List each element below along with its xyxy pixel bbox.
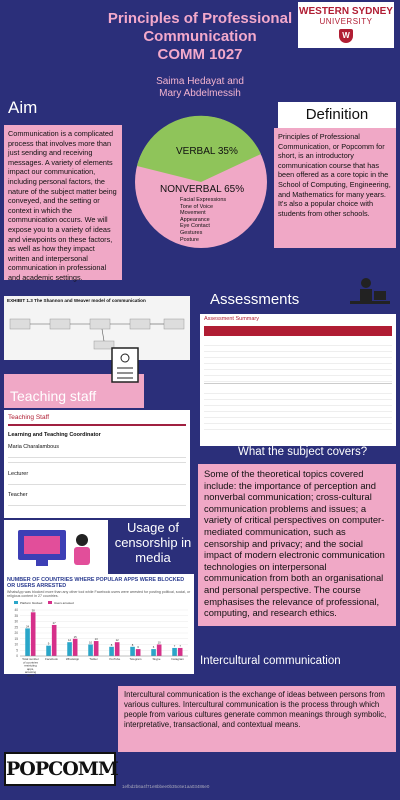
bar-value-label: 13 xyxy=(94,636,98,641)
y-tick-label: 25 xyxy=(14,625,18,630)
x-category-label: WhatsApp xyxy=(65,656,80,661)
bar-value-label: 6 xyxy=(152,644,155,649)
bar xyxy=(109,646,114,655)
verbal-label: VERBAL 35% xyxy=(176,146,238,157)
assessments-heading: Assessments xyxy=(210,291,300,308)
assessment-summary-panel xyxy=(200,314,396,446)
teaching-staff-panel xyxy=(4,410,190,518)
bar xyxy=(31,612,36,656)
nonverbal-item: Facial Expressions xyxy=(180,197,227,203)
censorship-bar-chart xyxy=(4,600,194,678)
x-category-label: Instagram xyxy=(171,656,184,661)
nonverbal-item: Posture xyxy=(180,236,199,243)
x-category-label: Twitter xyxy=(89,656,98,661)
coord-title: Learning and Teaching Coordinator xyxy=(8,432,101,438)
bar-value-label: 7 xyxy=(179,643,181,648)
y-tick-label: 10 xyxy=(14,642,18,647)
definition-text: Principles of Professional Communication, or Popcomm for short, is an introductory communication course that has been offered as a core topic in the School of Computing, Engineering, and Mathematics for many years. It's also a popular choice with students from other schools. xyxy=(274,128,396,248)
y-tick-label: 40 xyxy=(14,607,18,612)
y-tick-label: 20 xyxy=(14,630,18,635)
bar-value-label: 12 xyxy=(115,637,119,642)
bar xyxy=(136,649,141,656)
teaching-heading: Teaching staff xyxy=(10,388,97,404)
x-category-label: Telegram xyxy=(129,656,142,661)
censorship-heading xyxy=(110,520,196,565)
legend-label: Users arrested xyxy=(54,600,74,605)
bar xyxy=(46,645,51,655)
bar xyxy=(67,642,72,656)
y-tick-label: 15 xyxy=(14,636,18,641)
bar xyxy=(172,648,177,656)
nonverbal-item: Appearance xyxy=(180,216,210,223)
assessment-summary-title: Assessment Summary xyxy=(204,316,260,322)
bar-value-label: 27 xyxy=(52,620,56,625)
teaching-panel-title: Teaching Staff xyxy=(8,414,50,421)
lecturer-details xyxy=(8,480,186,486)
bar-value-label: 12 xyxy=(67,637,72,642)
y-tick-label: 35 xyxy=(14,613,18,618)
censorship-heading-line1: Usage of xyxy=(126,520,180,535)
coord-details xyxy=(8,453,186,465)
person-at-desk-icon xyxy=(346,275,394,315)
footer-id: 1efbd2b6a4f71e8bbee0b35c6e1aa03486e0 xyxy=(122,784,210,789)
bar xyxy=(115,642,120,656)
university-logo xyxy=(298,2,394,48)
bar xyxy=(52,625,57,656)
assessment-row xyxy=(204,340,392,384)
shannon-flow xyxy=(4,305,190,355)
bar xyxy=(157,644,162,656)
bar xyxy=(178,648,183,656)
chart-title: NUMBER OF COUNTRIES WHERE POPULAR APPS WERE BLOCKED OR USERS ARRESTED xyxy=(7,577,185,589)
teacher-label: Teacher xyxy=(8,492,28,498)
x-category-label: YouTube xyxy=(108,656,121,661)
assessment-table-header xyxy=(204,326,392,336)
popcomm-label: POPCOMM xyxy=(6,758,118,780)
author-line1: Saima Hedayat and xyxy=(156,76,244,87)
y-tick-label: 5 xyxy=(16,648,18,653)
coord-name: Maria Charalambous xyxy=(8,444,60,450)
censorship-heading-line2: censorship in xyxy=(114,535,192,550)
legend-label: Platform blocked xyxy=(20,600,43,605)
computer-user-illustration xyxy=(4,520,108,574)
bar-value-label: 7 xyxy=(173,643,176,648)
definition-heading-bg xyxy=(278,102,396,128)
definition-heading: Definition xyxy=(305,106,369,123)
bar xyxy=(73,638,78,655)
title-line2: Communication xyxy=(143,28,257,45)
authors xyxy=(100,76,300,100)
bar-value-label: 8 xyxy=(131,642,134,647)
subject-text: Some of the theoretical topics covered include: the importance of perception and nonverbal communication; cross-cultural communication problems and issues; a variety of critical perspectives on computer-mediated communication, such as censorship and privacy; and the social impact of modern electronic communication technologies on interpersonal communication from both an organisational and personal perspective. The course emphasises the relevance of professional, computing, and research ethics. xyxy=(198,464,396,626)
nonverbal-item: Movement xyxy=(180,210,206,217)
bar-value-label: 9 xyxy=(47,641,50,646)
bar-value-label: 15 xyxy=(73,634,77,639)
x-category-label: apps, xyxy=(26,666,35,671)
bar-value-label: 24 xyxy=(25,623,30,628)
popcomm-logo xyxy=(4,752,116,786)
shield-icon: W xyxy=(339,29,353,43)
bar-value-label: 10 xyxy=(88,640,93,645)
aim-text: Communication is a complicated process that involves more than just sending and receiving messages. A variety of elements impact our communication, including personal factors, the nature of the subject matter being conveyed, and the setting or context in which the communication occurs. We will expose you to a variety of ideas and viewpoints on these factors, as well as how they impact written and interpersonal communication in professional and academic settings. xyxy=(4,125,122,280)
subject-heading: What the subject covers? xyxy=(238,446,368,458)
teacher-details xyxy=(8,501,186,507)
lecturer-label: Lecturer xyxy=(8,471,29,477)
bar xyxy=(25,628,30,656)
logo-name: WESTERN SYDNEY xyxy=(299,6,393,17)
x-category-label: users xyxy=(26,673,35,678)
nonverbal-item: Eye Contact xyxy=(180,223,210,230)
bar xyxy=(94,641,99,656)
x-category-label: of countries xyxy=(23,659,38,664)
x-category-label: Total number xyxy=(22,656,39,661)
logo-sub: UNIVERSITY xyxy=(319,17,373,26)
bar-value-label: 10 xyxy=(157,640,161,645)
censorship-chart-panel xyxy=(4,574,194,678)
title-line1: Principles of Professional xyxy=(107,10,293,27)
bar xyxy=(151,649,156,656)
bar-value-label: 38 xyxy=(31,607,35,612)
x-category-label: Skype xyxy=(152,656,161,661)
nonverbal-items xyxy=(180,197,226,243)
x-category-label: Facebook xyxy=(45,656,58,661)
nonverbal-label: NONVERBAL 65% xyxy=(160,184,245,195)
bar xyxy=(130,646,135,655)
nonverbal-item: Tone of Voice xyxy=(180,203,214,210)
intercultural-text: Intercultural communication is the exchange of ideas between persons from various cultures. Intercultural communication is the process through which people from various cultures generate common meanings through symbolic, interpretative, transactional, and contextual means. xyxy=(118,686,396,752)
document-icon xyxy=(108,346,142,386)
x-category-label: arresting xyxy=(24,669,37,674)
aim-heading: Aim xyxy=(8,98,38,117)
y-tick-label: 30 xyxy=(14,619,18,624)
bar-value-label: 8 xyxy=(110,642,113,647)
intercultural-heading: Intercultural communication xyxy=(200,655,341,667)
x-category-label: restricting xyxy=(24,663,37,668)
legend-swatch xyxy=(48,601,52,604)
shannon-weaver-diagram xyxy=(4,296,190,360)
bar-value-label: 6 xyxy=(137,644,139,649)
author-line2: Mary Abdelmessih xyxy=(159,88,241,99)
title-line3: COMM 1027 xyxy=(157,46,243,63)
nonverbal-item: Gestures xyxy=(180,229,203,236)
shannon-caption: EXHIBIT 1.3 The Shannon and Weaver model of communication xyxy=(7,298,146,303)
censorship-heading-line3: media xyxy=(135,550,171,565)
chart-subtitle: WhatsApp was blocked more than any other tool while Facebook users were arrested for posting political, social, or religious content in 27 countries. xyxy=(7,590,191,599)
legend-swatch xyxy=(14,601,18,604)
assessment-row xyxy=(204,388,392,432)
bar xyxy=(88,644,93,656)
y-tick-label: 0 xyxy=(16,653,18,658)
